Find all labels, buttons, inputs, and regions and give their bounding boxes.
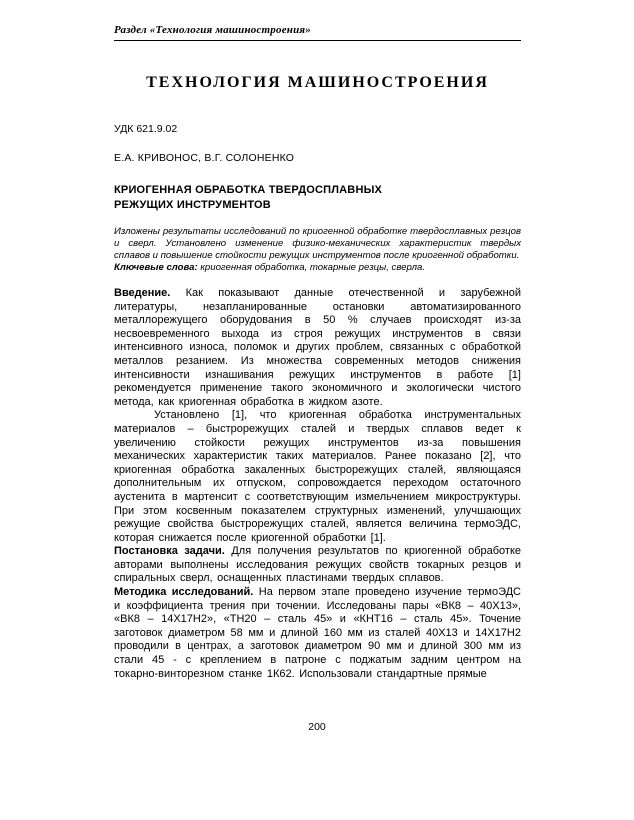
paragraph-introduction bbox=[114, 287, 521, 409]
keywords-line bbox=[114, 262, 521, 274]
section-title: ТЕХНОЛОГИЯ МАШИНОСТРОЕНИЯ bbox=[146, 74, 489, 91]
paragraph-problem-statement bbox=[114, 545, 521, 586]
paragraph-methodology-text: На первом этапе проведено изучение термоЭДС и коэффициента трения при точении. Исследованы пары «ВК8 – 40Х13», «ВК8 – 14Х17Н2», «ТН20 – сталь 45» и «КНТ16 – сталь 45». Точение заготовок диаметром 58 мм и длиной 160 мм из сталей 40Х13 и 14Х17Н2 проводили в центрах, а заготовок диаметром 90 мм и длиной 300 мм из стали 45 - с креплением в патроне с поджатым задним центром на токарно-винторезном станке 1К62. Использовали стандартные прямые bbox=[114, 586, 522, 680]
keywords-label: Ключевые слова: bbox=[114, 262, 198, 273]
authors-line: Е.А. КРИВОНОС, В.Г. СОЛОНЕНКО bbox=[114, 152, 295, 164]
paragraph-problem-statement-text: Для получения результатов по криогенной обработке авторами выполнены исследования режущих свойств токарных резцов и спиральных сверл, оснащенных пластинами твердых сплавов. bbox=[114, 545, 521, 585]
abstract-text: Изложены результаты исследований по криогенной обработке твердосплавных резцов и сверл. Установлено изменение физико-механических характеристик твердых сплавов и повышение стойкости режущих инструментов после криогенной обработки. bbox=[114, 226, 521, 261]
paragraph-introduction-lead: Введение. bbox=[114, 287, 171, 299]
page-number: 200 bbox=[308, 721, 326, 733]
paragraph-established-text: Установлено [1], что криогенная обработка инструментальных материалов – быстрорежущих сталей и твердых сплавов ведет к увеличению стойкости режущих инструментов из-за повышения механических характеристик таких материалов. Ранее показано [2], что криогенная обработка закаленных быстрорежущих сталей, являющаяся дополнительным их отпуском, сопровождается переходом остаточного аустенита в мартенсит с соответствующим измельчением микроструктуры. При этом косвенным показателем структурных изменений, улучшающих режущие свойства быстрорежущих сталей, является величина термоЭДС, которая снижается после криогенной обработки [1]. bbox=[114, 409, 521, 544]
paragraph-established bbox=[114, 409, 521, 545]
paragraph-introduction-text: Как показывают данные отечественной и зарубежной литературы, незапланированные остановки автоматизированного металлорежущего оборудования в 50 % случаев происходят из-за несвоевременного выхода из строя режущих инструментов в связи интенсивного износа, поломок и других проблем, связанных с обработкой металлов резанием. Из множества современных методов снижения интенсивности изнашивания режущих инструментов в работе [1] рекомендуется применение такого экономичного и экологически чистого метода, как криогенная обработка в жидком азоте. bbox=[114, 287, 521, 408]
article-body bbox=[114, 287, 521, 681]
paragraph-methodology bbox=[114, 586, 521, 681]
paragraph-methodology-lead: Методика исследований. bbox=[114, 586, 254, 599]
udc-code: УДК 621.9.02 bbox=[114, 123, 178, 135]
article-title-line1: КРИОГЕННАЯ ОБРАБОТКА ТВЕРДОСПЛАВНЫХ bbox=[114, 184, 383, 196]
article-title bbox=[114, 183, 521, 213]
running-head: Раздел «Технология машиностроения» bbox=[114, 24, 521, 41]
keywords-text: криогенная обработка, токарные резцы, сверла. bbox=[197, 262, 426, 273]
article-title-line2: РЕЖУЩИХ ИНСТРУМЕНТОВ bbox=[114, 199, 271, 211]
paragraph-problem-statement-lead: Постановка задачи. bbox=[114, 545, 225, 558]
